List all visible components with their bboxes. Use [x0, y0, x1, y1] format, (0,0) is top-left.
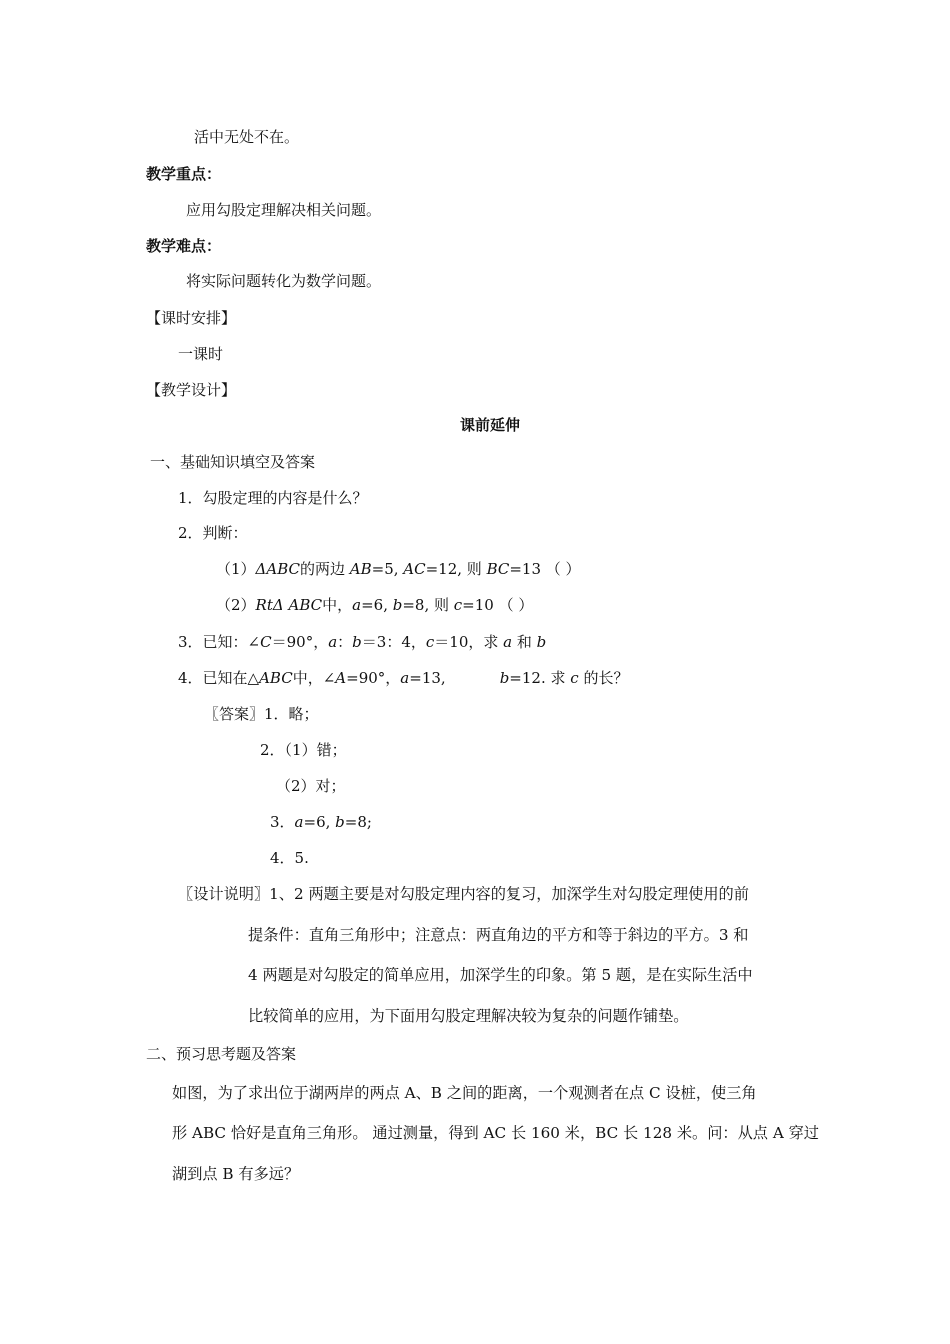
- answer-2: 2．（1）错；: [260, 741, 347, 759]
- difficult-points-heading: 教学难点：: [146, 237, 222, 255]
- question-2: 2．判断：: [178, 524, 248, 542]
- answer-4: 4．5.: [270, 849, 309, 867]
- answer-2b: （2）对；: [276, 777, 346, 795]
- question-2-1: （1）ΔABC的两边 AB=5, AC=12, 则 BC=13 （ ）: [216, 560, 581, 578]
- key-points-heading: 教学重点：: [146, 165, 222, 183]
- difficult-points-text: 将实际问题转化为数学问题。: [186, 272, 382, 290]
- key-points-text: 应用勾股定理解决相关问题。: [186, 201, 382, 219]
- design-heading: 【教学设计】: [146, 381, 237, 399]
- part2-line-3: 湖到点 B 有多远？: [172, 1165, 300, 1183]
- answer-3: 3．a=6, b=8;: [270, 813, 372, 831]
- schedule-text: 一课时: [178, 345, 224, 363]
- intro-line-end: 活中无处不在。: [194, 128, 300, 146]
- schedule-heading: 【课时安排】: [146, 309, 237, 327]
- design-note-line-2: 提条件：直角三角形中；注意点：两直角边的平方和等于斜边的平方。3 和: [248, 926, 749, 944]
- design-note-line-4: 比较简单的应用，为下面用勾股定理解决较为复杂的问题作铺垫。: [248, 1007, 689, 1025]
- section-title: 课前延伸: [460, 416, 521, 434]
- part2-heading: 二、预习思考题及答案: [146, 1045, 297, 1063]
- part2-line-1: 如图，为了求出位于湖两岸的两点 A、B 之间的距离，一个观测者在点 C 设桩，使三角: [172, 1084, 757, 1102]
- question-3: 3．已知：∠C＝90°，a：b＝3：4，c＝10，求 a 和 b: [178, 633, 547, 651]
- question-1: 1．勾股定理的内容是什么？: [178, 489, 368, 507]
- question-2-2: （2）RtΔ ABC中，a=6, b=8, 则 c=10 （ ）: [216, 596, 534, 614]
- design-note-line-1: 〖设计说明〗1、2 两题主要是对勾股定理内容的复习，加深学生对勾股定理使用的前: [178, 885, 749, 903]
- design-note-line-3: 4 两题是对勾股定的简单应用，加深学生的印象。第 5 题，是在实际生活中: [248, 966, 753, 984]
- question-4: 4．已知在△ABC中，∠A=90°，a=13, b=12. 求 c 的长？: [178, 669, 629, 687]
- answer-label: 〖答案〗1．略；: [204, 705, 319, 723]
- part1-heading: 一、基础知识填空及答案: [150, 453, 316, 471]
- part2-line-2: 形 ABC 恰好是直角三角形。 通过测量，得到 AC 长 160 米，BC 长 128 米。问：从点 A 穿过: [172, 1124, 819, 1142]
